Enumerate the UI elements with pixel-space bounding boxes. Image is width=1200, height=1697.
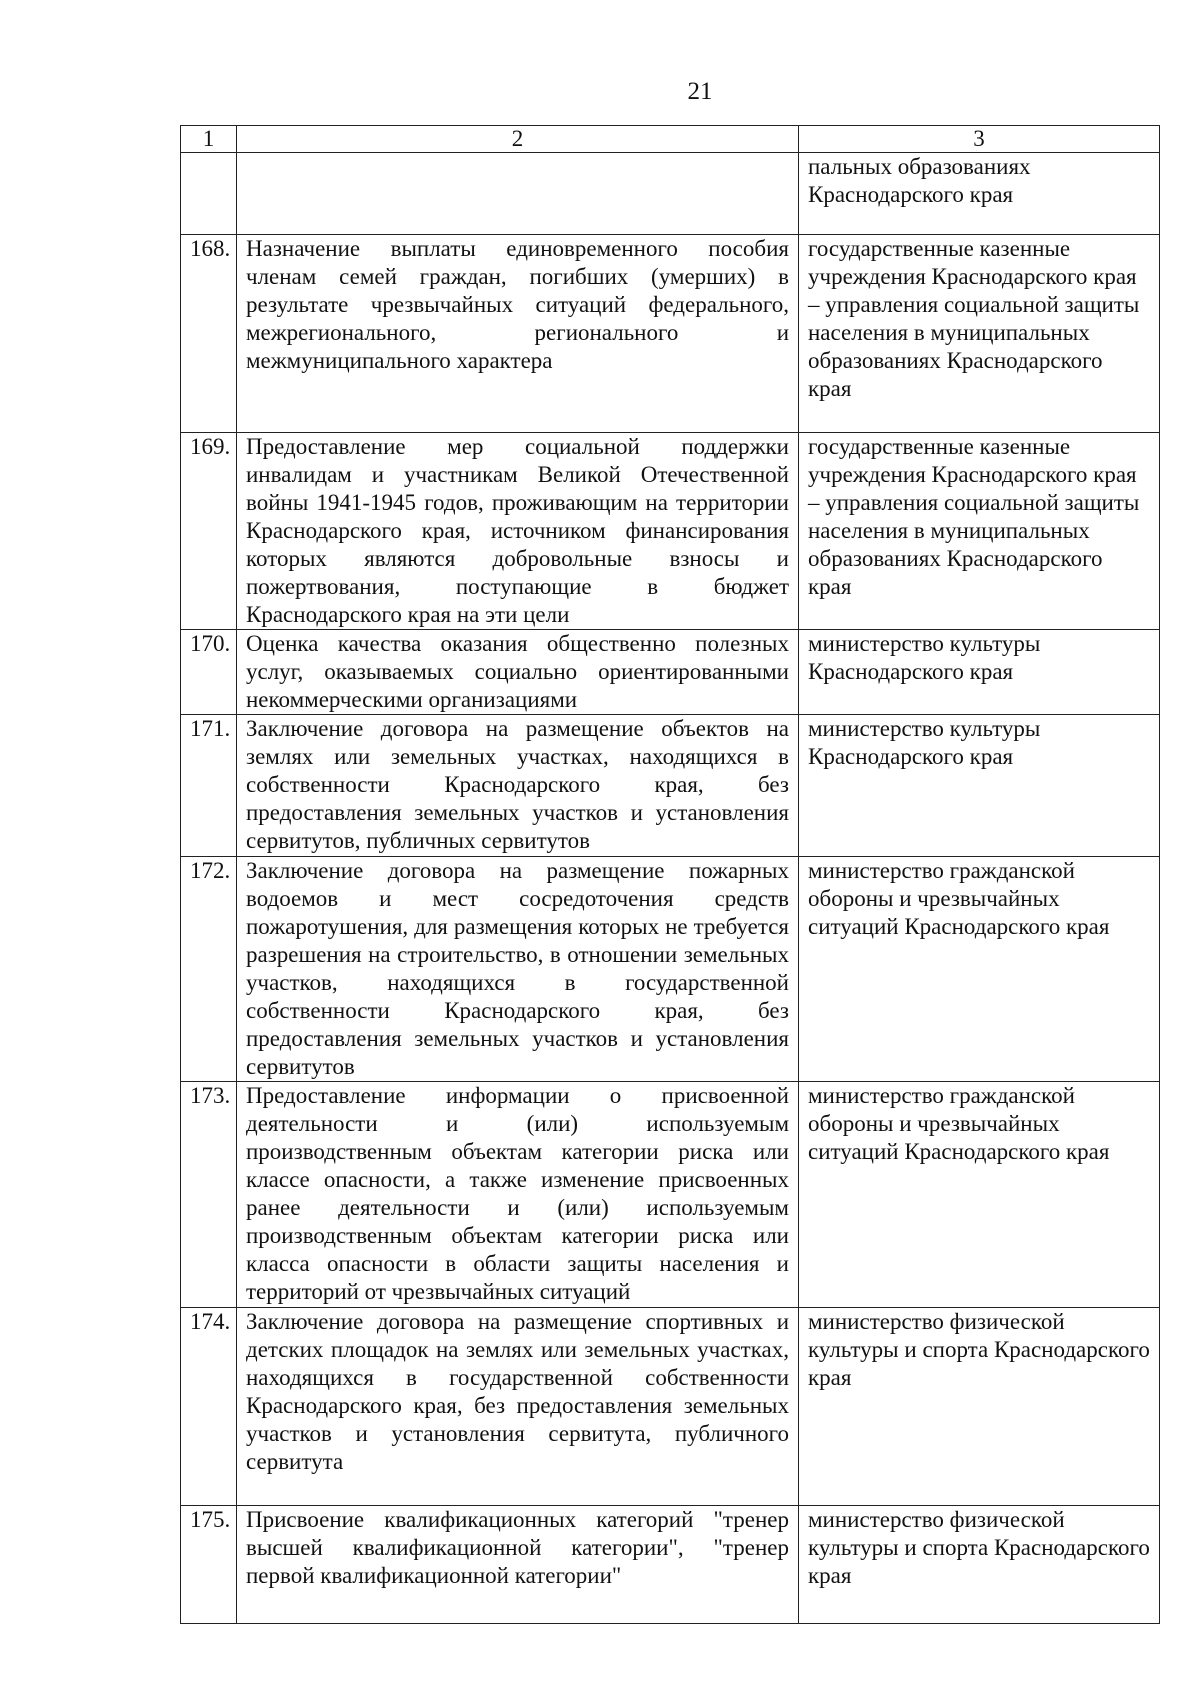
column-header-1: 1: [181, 126, 237, 153]
responsible-organization: государственные казенные учреждения Краснодарского края – управления социальной защиты населения в муниципальных образованиях Краснодарского края: [799, 235, 1160, 433]
column-header-2: 2: [237, 126, 799, 153]
page-number: 21: [687, 78, 713, 105]
row-number: 172.: [181, 857, 237, 1082]
service-description: Заключение договора на размещение пожарных водоемов и мест сосредоточения средств пожаротушения, для размещения которых не требуется разрешения на строительство, в отношении земельных участков, находящихся в государственной собственности Краснодарского края, без предоставления земельных участков и установления сервитутов: [237, 857, 799, 1082]
service-description: Присвоение квалификационных категорий "тренер высшей квалификационной категории", "тренер первой квалификационной категории": [237, 1506, 799, 1624]
service-description: Заключение договора на размещение спортивных и детских площадок на землях или земельных участках, находящихся в государственной собственности Краснодарского края, без предоставления земельных участков и установления сервитута, публичного сервитута: [237, 1308, 799, 1506]
responsible-organization: министерство гражданской обороны и чрезвычайных ситуаций Краснодарского края: [799, 1082, 1160, 1308]
table-row: [181, 1308, 1160, 1506]
responsible-organization: министерство физической культуры и спорта Краснодарского края: [799, 1506, 1160, 1624]
row-number: [181, 153, 237, 235]
service-description: Предоставление мер социальной поддержки инвалидам и участникам Великой Отечественной войны 1941-1945 годов, проживающим на территории Краснодарского края, источником финансирования которых являются добровольные взносы и пожертвования, поступающие в бюджет Краснодарского края на эти цели: [237, 433, 799, 630]
responsible-organization: министерство физической культуры и спорта Краснодарского края: [799, 1308, 1160, 1506]
column-header-3: 3: [799, 126, 1160, 153]
table-row: [181, 630, 1160, 715]
service-description: Предоставление информации о присвоенной деятельности и (или) используемым производственным объектам категории риска или классе опасности, а также изменение присвоенных ранее деятельности и (или) используемым производственным объектам категории риска или класса опасности в области защиты населения и территорий от чрезвычайных ситуаций: [237, 1082, 799, 1308]
row-number: 169.: [181, 433, 237, 630]
service-description: [237, 153, 799, 235]
table-row: [181, 1082, 1160, 1308]
responsible-organization: пальных образованиях Краснодарского края: [799, 153, 1160, 235]
table-row: [181, 857, 1160, 1082]
responsible-organization: министерство гражданской обороны и чрезвычайных ситуаций Краснодарского края: [799, 857, 1160, 1082]
row-number: 174.: [181, 1308, 237, 1506]
responsible-organization: государственные казенные учреждения Краснодарского края – управления социальной защиты населения в муниципальных образованиях Краснодарского края: [799, 433, 1160, 630]
table-row: [181, 715, 1160, 857]
service-description: Оценка качества оказания общественно полезных услуг, оказываемых социально ориентированными некоммерческими организациями: [237, 630, 799, 715]
service-description: Заключение договора на размещение объектов на землях или земельных участках, находящихся в собственности Краснодарского края, без предоставления земельных участков и установления сервитутов, публичных сервитутов: [237, 715, 799, 857]
row-number: 175.: [181, 1506, 237, 1624]
row-number: 171.: [181, 715, 237, 857]
table-row: [181, 153, 1160, 235]
service-description: Назначение выплаты единовременного пособия членам семей граждан, погибших (умерших) в результате чрезвычайных ситуаций федерального, межрегионального, регионального и межмуниципального характера: [237, 235, 799, 433]
responsible-organization: министерство культуры Краснодарского края: [799, 630, 1160, 715]
table-row: [181, 1506, 1160, 1624]
services-table: [180, 125, 1160, 1624]
table-header-row: [181, 126, 1160, 153]
responsible-organization: министерство культуры Краснодарского края: [799, 715, 1160, 857]
row-number: 170.: [181, 630, 237, 715]
row-number: 173.: [181, 1082, 237, 1308]
table-row: [181, 433, 1160, 630]
table-row: [181, 235, 1160, 433]
row-number: 168.: [181, 235, 237, 433]
